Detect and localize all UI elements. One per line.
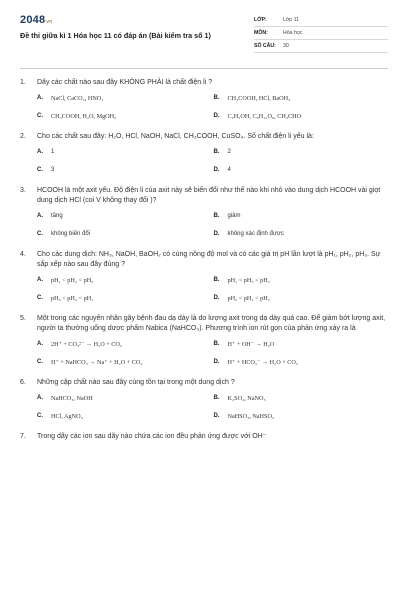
question-number: 3.: [20, 187, 26, 194]
option-d[interactable]: D. pH₂ < pH₁ < pH₂: [213, 295, 270, 302]
question-number: 5.: [20, 315, 26, 322]
option-c[interactable]: C. không biến đổi: [37, 231, 91, 237]
option-d[interactable]: D. 4: [213, 167, 231, 173]
option-b[interactable]: B. pH₁ < pH₃ < pH₂: [213, 277, 270, 284]
option-b[interactable]: B. 2: [213, 149, 231, 155]
meta-key: SỐ CÂU:: [254, 43, 276, 49]
question-number: 7.: [20, 433, 26, 440]
option-d[interactable]: D. H⁺ + HCO₃⁻ → H₂O + CO₂: [213, 359, 299, 366]
question-5: [20, 314, 390, 367]
exam-meta-table: [254, 14, 388, 53]
answer-options: [37, 340, 390, 367]
meta-key: LỚP:: [254, 17, 267, 23]
header-divider: [20, 68, 388, 69]
meta-key: MÔN:: [254, 30, 268, 36]
question-1: [20, 78, 390, 121]
option-b[interactable]: B. K₂SO₄, NaNO₃: [213, 395, 266, 402]
option-c[interactable]: C. pH₃ < pH₂ < pH₁: [37, 295, 94, 302]
option-a[interactable]: A. 2H⁺ + CO₃²⁻ → H₂O + CO₂: [37, 341, 122, 348]
meta-value: Hóa học: [283, 30, 303, 36]
option-a[interactable]: A. NaHCO₃, NaOH: [37, 395, 93, 402]
question-list: [20, 78, 390, 453]
site-logo[interactable]: 2048vn: [20, 14, 53, 26]
answer-options: [37, 276, 390, 303]
question-text: Một trong các nguyên nhân gây bệnh đau dạ dày là do lượng axit trong dạ dày quá cao. Để giảm bớt lượng axit, người ta thường uống dược phẩm Nabica (NaHCO₃). Phương trình ion rút gọn của phản ứng xảy ra là: [37, 315, 386, 332]
question-text: Những cặp chất nào sau đây cùng tồn tại trong một dung dịch ?: [37, 379, 235, 386]
page-title: Đề thi giữa kì 1 Hóa học 11 có đáp án (Bài kiểm tra số 1): [20, 31, 211, 40]
question-3: [20, 186, 390, 239]
option-a[interactable]: A. NaCl, CaCO₃, HNO₃: [37, 95, 104, 102]
meta-row-class: [254, 14, 388, 27]
option-c[interactable]: C. 3: [37, 167, 55, 173]
question-6: [20, 378, 390, 421]
meta-value: Lớp 11: [283, 17, 299, 23]
question-number: 6.: [20, 379, 26, 386]
meta-row-count: [254, 40, 388, 53]
question-7: [20, 432, 390, 442]
page-header: [0, 0, 400, 64]
option-a[interactable]: A. tăng: [37, 213, 63, 219]
question-4: [20, 250, 390, 303]
option-a[interactable]: A. pH₁ < pH₂ < pH₃: [37, 277, 94, 284]
meta-row-subject: [254, 27, 388, 40]
option-b[interactable]: B. H⁺ + OH⁻ → H₂O: [213, 341, 275, 348]
option-d[interactable]: D. NaHSO₃, NaHSO₄: [213, 413, 275, 420]
answer-options: [37, 94, 390, 121]
question-2: [20, 132, 390, 175]
option-d[interactable]: D. C₂H₅OH, C₆H₁₂O₆, CH₃CHO: [213, 113, 302, 120]
question-text: Dãy các chất nào sau đây KHÔNG PHẢI là chất điện li ?: [37, 79, 213, 86]
answer-options: [37, 148, 390, 175]
option-c[interactable]: C. HCl, AgNO₃: [37, 413, 83, 420]
question-text: Trong dãy các ion sau dãy nào chứa các ion đều phản ứng được với OH⁻: [37, 433, 267, 440]
question-number: 1.: [20, 79, 26, 86]
question-text: Cho các dung dịch: NH₃, NaOH, BaOH₂ có cùng nồng độ mol và có các giá trị pH lần lượt là pH₁, pH₂, pH₃. Sự sắp xếp nào sau đây đúng ?: [37, 251, 381, 268]
answer-options: [37, 394, 390, 421]
option-d[interactable]: D. không xác định được: [213, 231, 284, 237]
option-b[interactable]: B. CH₃COOH, HCl, BaOH₂: [213, 95, 291, 102]
answer-options: [37, 212, 390, 239]
question-number: 4.: [20, 251, 26, 258]
question-number: 2.: [20, 133, 26, 140]
option-c[interactable]: C. CH₃COOH, H₂O, MgOH₂: [37, 113, 117, 120]
meta-value: 30: [283, 43, 289, 49]
question-text: HCOOH là một axit yếu. Độ điện li của axit này sẽ biến đổi như thế nào khi nhỏ vào dung dịch HCOOH vài giọt dung dịch HCl (coi V không thay đổi )?: [37, 187, 381, 204]
option-a[interactable]: A. 1: [37, 149, 55, 155]
question-text: Cho các chất sau đây: H₂O, HCl, NaOH, NaCl, CH₃COOH, CuSO₄. Số chất điện li yếu là:: [37, 133, 314, 140]
logo-suffix: vn: [46, 19, 53, 25]
option-c[interactable]: C. H⁺ + NaHCO₃ → Na⁺ + H₂O + CO₂: [37, 359, 143, 366]
option-b[interactable]: B. giảm: [213, 213, 241, 219]
